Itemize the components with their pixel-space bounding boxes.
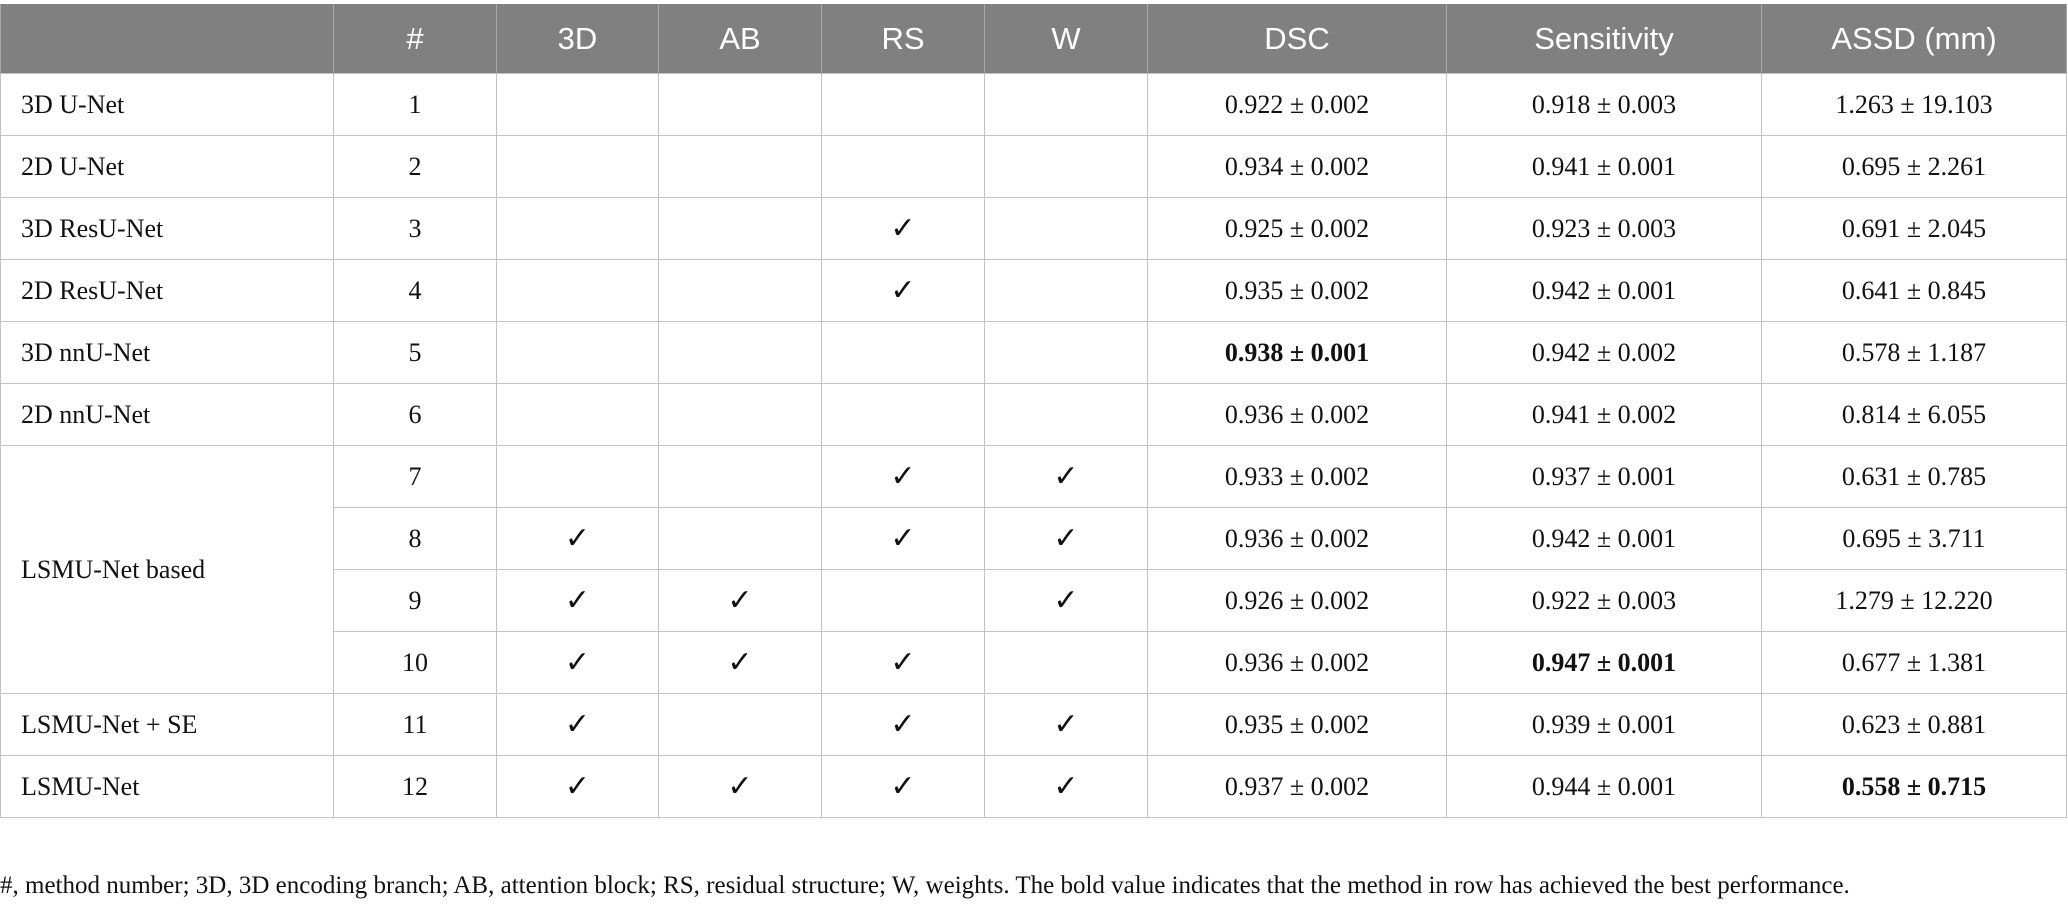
dsc-value-cell: 0.938 ± 0.001 <box>1148 322 1447 384</box>
check-icon: ✓ <box>1053 521 1079 556</box>
3d-cell <box>497 260 659 322</box>
method-number-cell: 1 <box>334 74 497 136</box>
check-icon: ✓ <box>1053 583 1079 618</box>
sensitivity-value-cell: 0.942 ± 0.002 <box>1447 322 1762 384</box>
sensitivity-value-cell: 0.942 ± 0.001 <box>1447 508 1762 570</box>
method-name-cell: 3D nnU-Net <box>1 322 334 384</box>
ab-cell <box>659 260 822 322</box>
rs-cell <box>822 198 985 260</box>
dsc-value-cell: 0.935 ± 0.002 <box>1148 260 1447 322</box>
check-icon: ✓ <box>564 769 591 804</box>
assd-value-cell: 0.691 ± 2.045 <box>1762 198 2067 260</box>
rs-cell <box>822 260 985 322</box>
method-number-cell: 3 <box>334 198 497 260</box>
dsc-value-cell: 0.933 ± 0.002 <box>1148 446 1447 508</box>
sensitivity-value-cell: 0.947 ± 0.001 <box>1447 632 1762 694</box>
method-number-cell: 12 <box>334 756 497 818</box>
check-icon: ✓ <box>890 769 916 804</box>
3d-cell <box>497 322 659 384</box>
table-row <box>1 322 2067 384</box>
assd-value-cell: 0.558 ± 0.715 <box>1762 756 2067 818</box>
rs-cell <box>822 570 985 632</box>
table-row <box>1 260 2067 322</box>
assd-value-cell: 1.279 ± 12.220 <box>1762 570 2067 632</box>
sensitivity-value-cell: 0.923 ± 0.003 <box>1447 198 1762 260</box>
method-name-cell: 3D U-Net <box>1 74 334 136</box>
table-row <box>1 694 2067 756</box>
header-rs: RS <box>822 4 985 74</box>
header-number: # <box>334 4 497 74</box>
rs-cell <box>822 136 985 198</box>
check-icon: ✓ <box>890 273 916 308</box>
method-number-cell: 6 <box>334 384 497 446</box>
3d-cell <box>497 570 659 632</box>
ab-cell <box>659 632 822 694</box>
ab-cell <box>659 570 822 632</box>
method-name-cell: 2D U-Net <box>1 136 334 198</box>
w-cell <box>985 694 1148 756</box>
dsc-value-cell: 0.925 ± 0.002 <box>1148 198 1447 260</box>
method-number-cell: 2 <box>334 136 497 198</box>
method-number-cell: 9 <box>334 570 497 632</box>
sensitivity-value-cell: 0.944 ± 0.001 <box>1447 756 1762 818</box>
w-cell <box>985 756 1148 818</box>
assd-value-cell: 0.695 ± 2.261 <box>1762 136 2067 198</box>
sensitivity-value-cell: 0.922 ± 0.003 <box>1447 570 1762 632</box>
3d-cell <box>497 508 659 570</box>
rs-cell <box>822 446 985 508</box>
3d-cell <box>497 756 659 818</box>
sensitivity-value-cell: 0.941 ± 0.002 <box>1447 384 1762 446</box>
table-row <box>1 756 2067 818</box>
rs-cell <box>822 74 985 136</box>
dsc-value-cell: 0.926 ± 0.002 <box>1148 570 1447 632</box>
results-table-region <box>0 4 2066 818</box>
ab-cell <box>659 446 822 508</box>
method-number-cell: 5 <box>334 322 497 384</box>
method-name-cell: 2D ResU-Net <box>1 260 334 322</box>
check-icon: ✓ <box>564 707 591 742</box>
3d-cell <box>497 632 659 694</box>
ab-cell <box>659 508 822 570</box>
ab-cell <box>659 756 822 818</box>
dsc-value-cell: 0.937 ± 0.002 <box>1148 756 1447 818</box>
method-number-cell: 4 <box>334 260 497 322</box>
ab-cell <box>659 322 822 384</box>
results-table <box>0 4 2067 818</box>
rs-cell <box>822 322 985 384</box>
3d-cell <box>497 198 659 260</box>
table-footnote: #, method number; 3D, 3D encoding branch; AB, attention block; RS, residual structure; W, weights. The bold value indicates that the method in row has achieved the best performance. <box>0 872 1850 899</box>
header-ab: AB <box>659 4 822 74</box>
w-cell <box>985 632 1148 694</box>
check-icon: ✓ <box>890 459 916 494</box>
method-number-cell: 8 <box>334 508 497 570</box>
header-3d: 3D <box>497 4 659 74</box>
table-row <box>1 136 2067 198</box>
table-row <box>1 74 2067 136</box>
assd-value-cell: 0.623 ± 0.881 <box>1762 694 2067 756</box>
table-header-row <box>1 4 2067 74</box>
w-cell <box>985 446 1148 508</box>
table-body <box>1 74 2067 818</box>
table-row <box>1 446 2067 508</box>
dsc-value-cell: 0.936 ± 0.002 <box>1148 384 1447 446</box>
dsc-value-cell: 0.934 ± 0.002 <box>1148 136 1447 198</box>
rs-cell <box>822 694 985 756</box>
assd-value-cell: 0.677 ± 1.381 <box>1762 632 2067 694</box>
dsc-value-cell: 0.936 ± 0.002 <box>1148 508 1447 570</box>
header-dsc: DSC <box>1148 4 1447 74</box>
method-name-cell: 2D nnU-Net <box>1 384 334 446</box>
method-name-cell: LSMU-Net <box>1 756 334 818</box>
assd-value-cell: 0.578 ± 1.187 <box>1762 322 2067 384</box>
ab-cell <box>659 136 822 198</box>
check-icon: ✓ <box>564 645 591 680</box>
check-icon: ✓ <box>1053 459 1079 494</box>
header-sensitivity: Sensitivity <box>1447 4 1762 74</box>
sensitivity-value-cell: 0.918 ± 0.003 <box>1447 74 1762 136</box>
check-icon: ✓ <box>727 769 753 804</box>
check-icon: ✓ <box>727 645 753 680</box>
w-cell <box>985 570 1148 632</box>
check-icon: ✓ <box>890 707 916 742</box>
method-number-cell: 7 <box>334 446 497 508</box>
w-cell <box>985 322 1148 384</box>
ab-cell <box>659 74 822 136</box>
w-cell <box>985 136 1148 198</box>
sensitivity-value-cell: 0.942 ± 0.001 <box>1447 260 1762 322</box>
dsc-value-cell: 0.922 ± 0.002 <box>1148 74 1447 136</box>
method-number-cell: 10 <box>334 632 497 694</box>
3d-cell <box>497 694 659 756</box>
method-name-cell: LSMU-Net + SE <box>1 694 334 756</box>
method-name-cell: LSMU-Net based <box>1 446 334 694</box>
w-cell <box>985 260 1148 322</box>
ab-cell <box>659 198 822 260</box>
table-row <box>1 198 2067 260</box>
3d-cell <box>497 136 659 198</box>
rs-cell <box>822 384 985 446</box>
method-number-cell: 11 <box>334 694 497 756</box>
header-method <box>1 4 334 74</box>
sensitivity-value-cell: 0.937 ± 0.001 <box>1447 446 1762 508</box>
3d-cell <box>497 446 659 508</box>
3d-cell <box>497 384 659 446</box>
check-icon: ✓ <box>890 211 916 246</box>
check-icon: ✓ <box>1053 707 1079 742</box>
check-icon: ✓ <box>890 645 916 680</box>
dsc-value-cell: 0.936 ± 0.002 <box>1148 632 1447 694</box>
rs-cell <box>822 632 985 694</box>
assd-value-cell: 0.631 ± 0.785 <box>1762 446 2067 508</box>
sensitivity-value-cell: 0.939 ± 0.001 <box>1447 694 1762 756</box>
check-icon: ✓ <box>890 521 916 556</box>
assd-value-cell: 0.695 ± 3.711 <box>1762 508 2067 570</box>
rs-cell <box>822 508 985 570</box>
header-w: W <box>985 4 1148 74</box>
assd-value-cell: 0.814 ± 6.055 <box>1762 384 2067 446</box>
check-icon: ✓ <box>564 583 591 618</box>
w-cell <box>985 508 1148 570</box>
ab-cell <box>659 694 822 756</box>
assd-value-cell: 0.641 ± 0.845 <box>1762 260 2067 322</box>
w-cell <box>985 384 1148 446</box>
check-icon: ✓ <box>727 583 753 618</box>
header-assd: ASSD (mm) <box>1762 4 2067 74</box>
check-icon: ✓ <box>564 521 591 556</box>
3d-cell <box>497 74 659 136</box>
check-icon: ✓ <box>1053 769 1079 804</box>
method-name-cell: 3D ResU-Net <box>1 198 334 260</box>
ab-cell <box>659 384 822 446</box>
w-cell <box>985 74 1148 136</box>
w-cell <box>985 198 1148 260</box>
dsc-value-cell: 0.935 ± 0.002 <box>1148 694 1447 756</box>
sensitivity-value-cell: 0.941 ± 0.001 <box>1447 136 1762 198</box>
assd-value-cell: 1.263 ± 19.103 <box>1762 74 2067 136</box>
table-row <box>1 384 2067 446</box>
rs-cell <box>822 756 985 818</box>
